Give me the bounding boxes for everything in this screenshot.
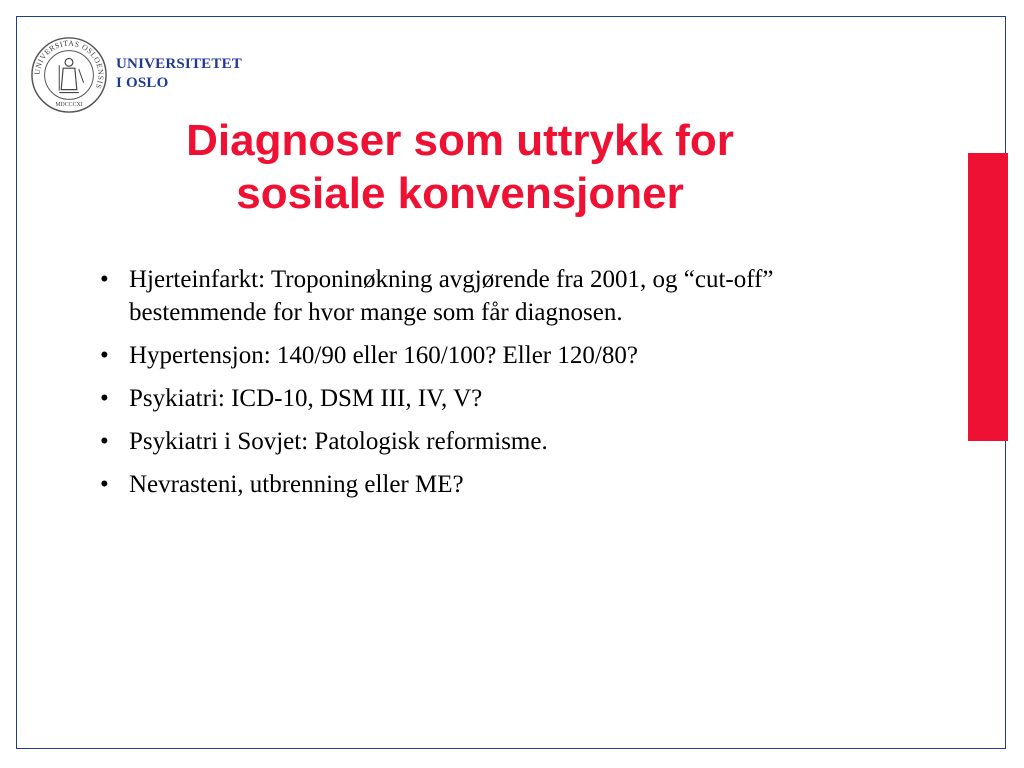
- bullet-text: Nevrasteni, utbrenning eller ME?: [129, 471, 464, 498]
- bullet-item: [100, 468, 840, 501]
- bullet-dot-icon: •: [100, 266, 109, 293]
- university-logo-text[interactable]: [116, 55, 242, 93]
- bullet-dot-icon: •: [100, 385, 109, 412]
- title-line-2: sosiale konvensjoner: [236, 169, 684, 218]
- bullet-item: [100, 382, 840, 415]
- bullet-text: Psykiatri i Sovjet: Patologisk reformisme.: [129, 428, 548, 455]
- bullet-item: [100, 339, 840, 372]
- bullet-dot-icon: •: [100, 471, 109, 498]
- bullet-text: Hypertensjon: 140/90 eller 160/100? Eller 120/80?: [129, 342, 638, 369]
- title-line-1: Diagnoser som uttrykk for: [186, 116, 734, 165]
- logo-line-2: I OSLO: [116, 75, 169, 91]
- bullet-dot-icon: •: [100, 342, 109, 369]
- bullet-dot-icon: •: [100, 428, 109, 455]
- university-seal-icon: [30, 36, 108, 114]
- slide-title: [100, 114, 820, 220]
- bullet-item: [100, 425, 840, 458]
- bullet-text: Hjerteinfarkt: Troponinøkning avgjørende fra 2001, og “cut-off” bestemmende for hvor mange som får diagnosen.: [129, 266, 774, 326]
- logo-line-1: UNIVERSITETET: [116, 56, 242, 72]
- bullet-text: Psykiatri: ICD-10, DSM III, IV, V?: [129, 385, 483, 412]
- bullet-item: [100, 263, 840, 329]
- svg-text:MDCCCXI: MDCCCXI: [55, 102, 83, 109]
- bullet-list: [100, 263, 840, 511]
- accent-bar: [968, 153, 1008, 441]
- svg-text:UNIVERSITAS OSLOENSIS: UNIVERSITAS OSLOENSIS: [32, 38, 106, 91]
